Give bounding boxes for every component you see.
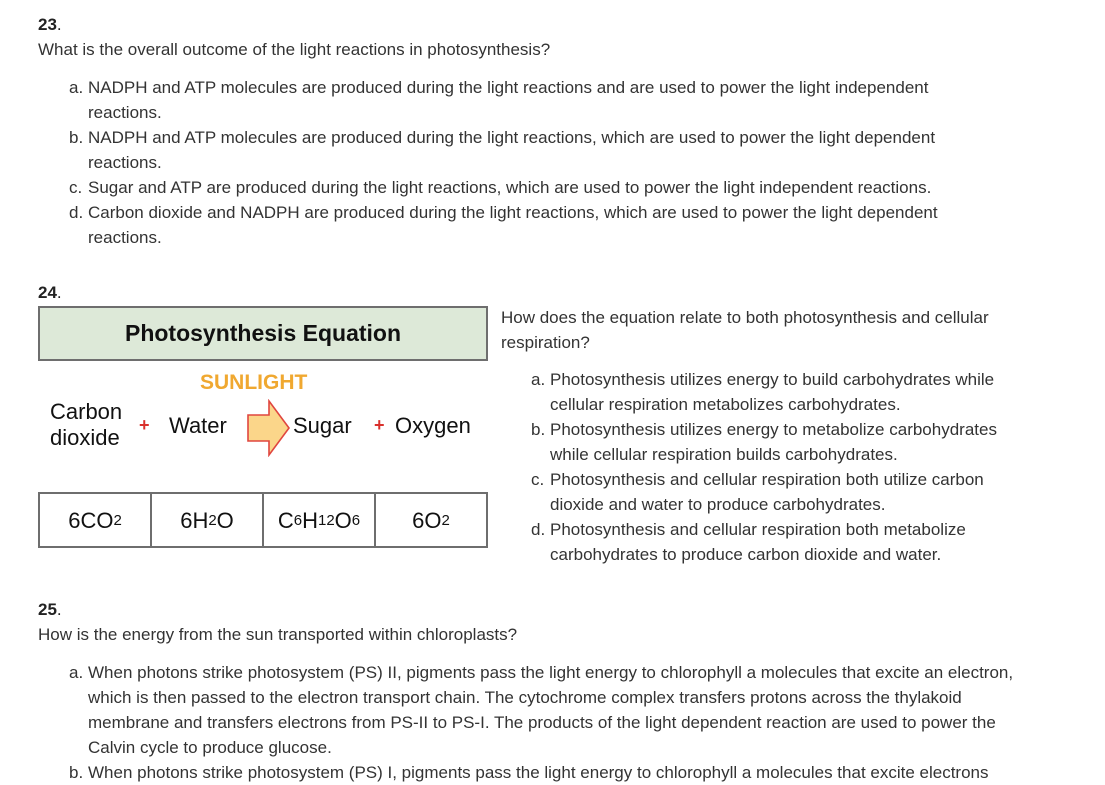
- reaction-arrow-icon: [247, 399, 291, 457]
- formula-co2: 6CO 2: [40, 494, 152, 546]
- answer-option-25b[interactable]: b. When photons strike photosystem (PS) I, pigments pass the light energy to chlorophyll a molecules that excite electrons: [69, 763, 989, 782]
- answer-option-23d[interactable]: d. Carbon dioxide and NADPH are produced during the light reactions, which are used to power the light dependent reactions.: [69, 203, 938, 247]
- oxygen-label: Oxygen: [395, 413, 471, 438]
- question-number-25: 25.: [38, 600, 62, 619]
- question-number-23: 23.: [38, 15, 62, 34]
- formula-o2: 6O 2: [412, 507, 450, 533]
- question-number-24: 24.: [38, 283, 62, 302]
- answer-option-24b[interactable]: b. Photosynthesis utilizes energy to metabolize carbohydrates while cellular respiration builds carbohydrates.: [531, 420, 997, 464]
- plus-sign: +: [374, 415, 385, 435]
- sugar-label: Sugar: [293, 413, 352, 438]
- answer-option-23b[interactable]: b. NADPH and ATP molecules are produced during the light reactions, which are used to power the light dependent reactions.: [69, 128, 936, 172]
- answer-list-24: [531, 367, 1021, 567]
- sunlight-label: SUNLIGHT: [200, 371, 308, 394]
- answer-option-24d[interactable]: d. Photosynthesis and cellular respiration both metabolize carbohydrates to produce carbon dioxide and water.: [531, 520, 966, 564]
- question-text-24: How does the equation relate to both photosynthesis and cellular respiration?: [501, 308, 989, 352]
- answer-list-25: [69, 660, 1029, 785]
- formula-h2o: 6H 2 O: [152, 494, 264, 546]
- answer-option-24c[interactable]: c. Photosynthesis and cellular respiration both utilize carbon dioxide and water to produce carbohydrates.: [531, 470, 984, 514]
- question-text-23: What is the overall outcome of the light reactions in photosynthesis?: [38, 40, 551, 59]
- question-text-25: How is the energy from the sun transported within chloroplasts?: [38, 625, 518, 644]
- photosynthesis-equation-figure: [38, 306, 488, 551]
- answer-option-23c[interactable]: c. Sugar and ATP are produced during the light reactions, which are used to power the light independent reactions.: [69, 178, 932, 197]
- answer-option-25a[interactable]: a. When photons strike photosystem (PS) II, pigments pass the light energy to chlorophyll a molecules that excite an electron, which is then passed to the electron transport chain. The cytochrome complex transfers protons across the thylakoid membrane and transfers electrons from PS-II to PS-I. The products of the light dependent reaction are used to power the Calvin cycle to produce glucose.: [69, 663, 1014, 757]
- answer-option-23a[interactable]: a. NADPH and ATP molecules are produced during the light reactions and are used to power the light independent reactions.: [69, 78, 929, 122]
- figure-title: Photosynthesis Equation: [38, 306, 488, 361]
- formula-glucose: C 6 H 12 O 6: [264, 494, 376, 546]
- answer-option-24a[interactable]: a. Photosynthesis utilizes energy to build carbohydrates while cellular respiration metabolizes carbohydrates.: [531, 370, 995, 414]
- answer-list-23: [69, 75, 969, 250]
- water-label: Water: [169, 413, 227, 438]
- formula-table: [38, 492, 488, 548]
- carbon-dioxide-label: Carbon dioxide: [50, 399, 123, 450]
- plus-sign: +: [139, 415, 150, 435]
